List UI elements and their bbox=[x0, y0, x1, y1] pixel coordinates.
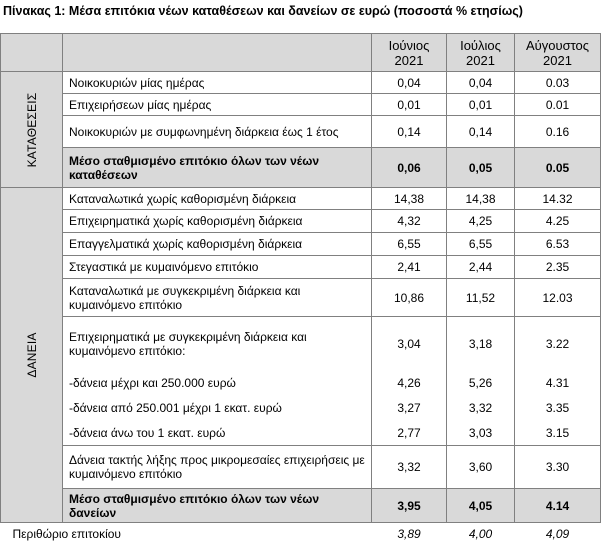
cell-june: 3,27 bbox=[372, 396, 447, 421]
header-june bbox=[372, 34, 447, 72]
cell-august: 3.35 bbox=[515, 396, 601, 421]
cell-august: 3.22 bbox=[515, 317, 601, 371]
row-label: Νοικοκυριών με συμφωνημένη διάρκεια έως 1 έτος bbox=[63, 116, 372, 148]
cell-june: 14,38 bbox=[372, 188, 447, 210]
table-row bbox=[1, 94, 601, 116]
cell-august: 4,09 bbox=[515, 523, 601, 545]
table-row bbox=[1, 233, 601, 256]
row-label: Επιχειρηματικά με συγκεκριμένη διάρκεια και κυμαινόμενο επιτόκιο: bbox=[63, 317, 372, 371]
table-row bbox=[1, 317, 601, 371]
cell-august: 14.32 bbox=[515, 188, 601, 210]
loans-section-label bbox=[1, 188, 63, 523]
row-label: -δάνεια από 250.001 μέχρι 1 εκατ. ευρώ bbox=[63, 396, 372, 421]
cell-june: 3,95 bbox=[372, 489, 447, 523]
table-row bbox=[1, 72, 601, 94]
cell-july: 0,14 bbox=[447, 116, 515, 148]
loans-average-row bbox=[1, 489, 601, 523]
cell-july: 0,04 bbox=[447, 72, 515, 94]
header-august bbox=[515, 34, 601, 72]
table-row bbox=[1, 279, 601, 317]
row-label: Καταναλωτικά χωρίς καθορισμένη διάρκεια bbox=[63, 188, 372, 210]
cell-july: 0,01 bbox=[447, 94, 515, 116]
cell-june: 4,26 bbox=[372, 371, 447, 396]
cell-july: 3,32 bbox=[447, 396, 515, 421]
cell-july: 5,26 bbox=[447, 371, 515, 396]
cell-june: 3,32 bbox=[372, 446, 447, 489]
cell-june: 0,04 bbox=[372, 72, 447, 94]
cell-july: 3,18 bbox=[447, 317, 515, 371]
cell-july: 3,03 bbox=[447, 421, 515, 446]
cell-july: 4,25 bbox=[447, 210, 515, 233]
row-label: Επιχειρήσεων μίας ημέρας bbox=[63, 94, 372, 116]
header-year: 2021 bbox=[466, 52, 495, 68]
cell-july: 6,55 bbox=[447, 233, 515, 256]
deposits-vertical-label: ΚΑΤΑΘΕΣΕΙΣ bbox=[24, 92, 39, 167]
row-label: Δάνεια τακτής λήξης προς μικρομεσαίες επιχειρήσεις με κυμαινόμενο επιτόκιο bbox=[63, 446, 372, 489]
cell-june: 2,41 bbox=[372, 256, 447, 279]
row-label: -δάνεια άνω του 1 εκατ. ευρώ bbox=[63, 421, 372, 446]
row-label: Επιχειρηματικά χωρίς καθορισμένη διάρκεια bbox=[63, 210, 372, 233]
row-label: Νοικοκυριών μίας ημέρας bbox=[63, 72, 372, 94]
table-row bbox=[1, 116, 601, 148]
deposits-section-label bbox=[1, 72, 63, 188]
header-blank-cell bbox=[1, 34, 63, 72]
interest-margin-row bbox=[1, 523, 601, 545]
cell-august: 4.31 bbox=[515, 371, 601, 396]
row-label: Επαγγελματικά χωρίς καθορισμένη διάρκεια bbox=[63, 233, 372, 256]
cell-june: 0,14 bbox=[372, 116, 447, 148]
cell-july: 0,05 bbox=[447, 148, 515, 188]
cell-august: 0.03 bbox=[515, 72, 601, 94]
cell-june: 3,89 bbox=[372, 523, 447, 545]
cell-august: 3.15 bbox=[515, 421, 601, 446]
header-row bbox=[1, 34, 601, 72]
row-label: -δάνεια μέχρι και 250.000 ευρώ bbox=[63, 371, 372, 396]
header-month: Αύγουστος bbox=[525, 37, 590, 53]
cell-july: 2,44 bbox=[447, 256, 515, 279]
deposits-average-row bbox=[1, 148, 601, 188]
cell-june: 6,55 bbox=[372, 233, 447, 256]
table-row bbox=[1, 396, 601, 421]
cell-july: 4,00 bbox=[447, 523, 515, 545]
interest-rates-table bbox=[0, 33, 601, 545]
cell-august: 0.16 bbox=[515, 116, 601, 148]
table-row bbox=[1, 188, 601, 210]
table-row bbox=[1, 210, 601, 233]
table-row bbox=[1, 421, 601, 446]
cell-july: 11,52 bbox=[447, 279, 515, 317]
row-label: Καταναλωτικά με συγκεκριμένη διάρκεια και κυμαινόμενο επιτόκιο bbox=[63, 279, 372, 317]
table-title: Πίνακας 1: Μέσα επιτόκια νέων καταθέσεων και δανείων σε ευρώ (ποσοστά % ετησίως) bbox=[3, 4, 523, 18]
cell-august: 4.14 bbox=[515, 489, 601, 523]
cell-august: 6.53 bbox=[515, 233, 601, 256]
row-label: Μέσο σταθμισμένο επιτόκιο όλων των νέων δανείων bbox=[63, 489, 372, 523]
cell-august: 0.05 bbox=[515, 148, 601, 188]
cell-june: 2,77 bbox=[372, 421, 447, 446]
header-july bbox=[447, 34, 515, 72]
cell-august: 2.35 bbox=[515, 256, 601, 279]
cell-july: 14,38 bbox=[447, 188, 515, 210]
cell-june: 10,86 bbox=[372, 279, 447, 317]
row-label: Μέσο σταθμισμένο επιτόκιο όλων των νέων καταθέσεων bbox=[63, 148, 372, 188]
cell-august: 4.25 bbox=[515, 210, 601, 233]
loans-vertical-label: ΔΑΝΕΙΑ bbox=[24, 332, 39, 378]
row-label: Στεγαστικά με κυμαινόμενο επιτόκιο bbox=[63, 256, 372, 279]
table-row bbox=[1, 446, 601, 489]
cell-july: 3,60 bbox=[447, 446, 515, 489]
header-month: Ιούνιος bbox=[388, 37, 430, 53]
margin-label: Περιθώριο επιτοκίου bbox=[1, 523, 372, 545]
cell-june: 0,01 bbox=[372, 94, 447, 116]
header-year: 2021 bbox=[394, 52, 424, 68]
cell-june: 4,32 bbox=[372, 210, 447, 233]
table-row bbox=[1, 256, 601, 279]
cell-june: 3,04 bbox=[372, 317, 447, 371]
cell-august: 0.01 bbox=[515, 94, 601, 116]
cell-august: 3.30 bbox=[515, 446, 601, 489]
header-year: 2021 bbox=[543, 52, 572, 68]
header-month: Ιούλιος bbox=[460, 37, 501, 53]
cell-august: 12.03 bbox=[515, 279, 601, 317]
cell-july: 4,05 bbox=[447, 489, 515, 523]
header-label-cell bbox=[63, 34, 372, 72]
table-row bbox=[1, 371, 601, 396]
cell-june: 0,06 bbox=[372, 148, 447, 188]
